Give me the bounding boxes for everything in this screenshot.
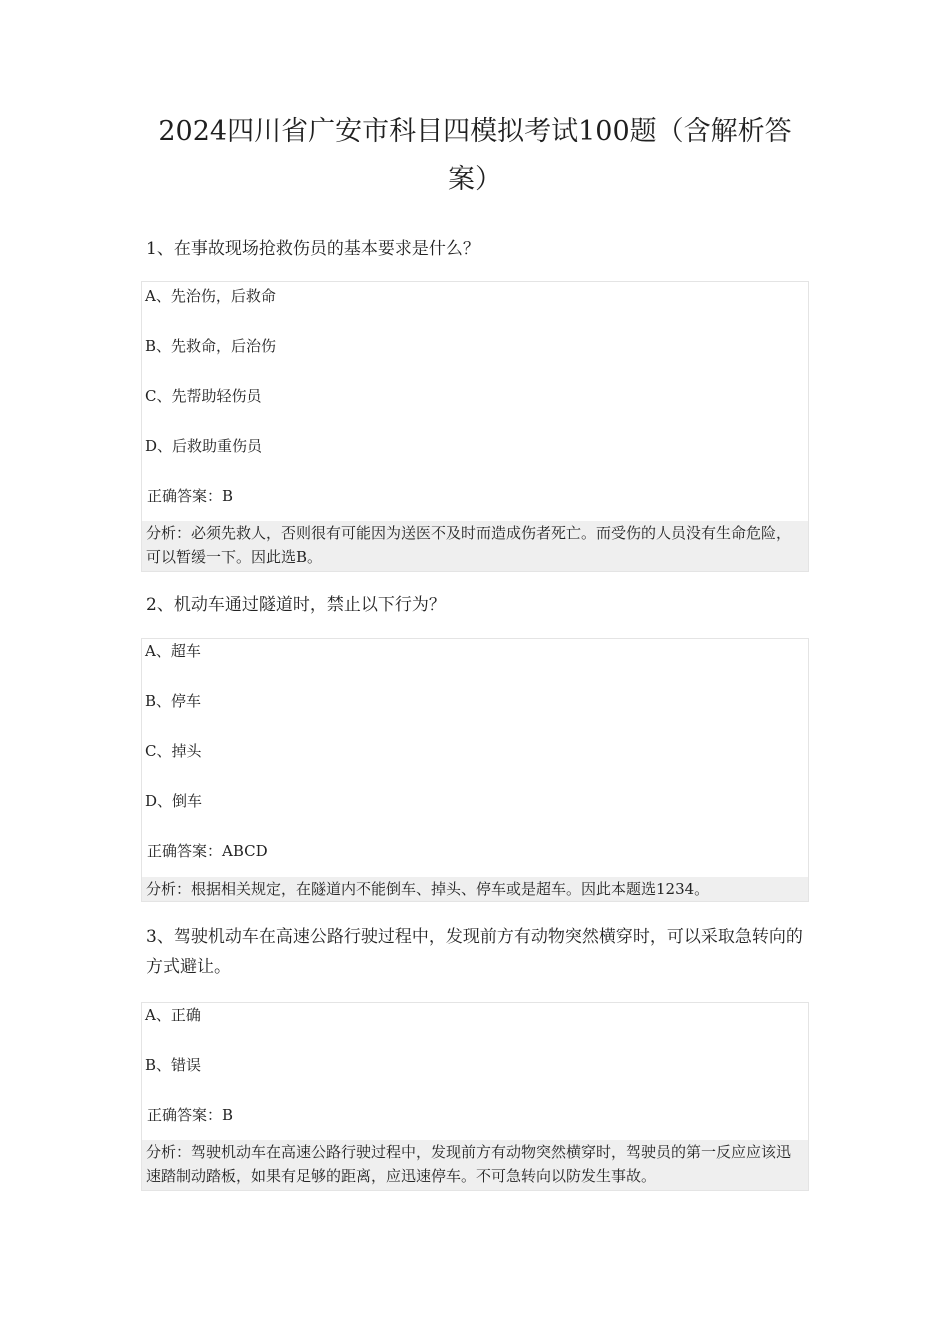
question-3-option-b: B、错误: [145, 1056, 202, 1074]
question-2-option-b: B、停车: [145, 692, 202, 710]
question-3-option-a: A、正确: [145, 1006, 201, 1024]
question-2-option-c: C、掉头: [145, 742, 202, 760]
question-1-option-c: C、先帮助轻伤员: [145, 387, 262, 405]
document-title: 2024四川省广安市科目四模拟考试100题（含解析答案）: [158, 116, 792, 195]
question-1-option-a: A、先治伤，后救命: [145, 287, 276, 305]
question-2-text: 2、机动车通过隧道时，禁止以下行为？: [146, 595, 446, 615]
question-1-answer: 正确答案：B: [147, 487, 234, 505]
question-1-option-b: B、先救命，后治伤: [145, 337, 277, 355]
question-3-answer: 正确答案：B: [147, 1106, 234, 1124]
question-3-box: [141, 1002, 809, 1191]
question-1-box: [141, 281, 809, 572]
question-2-option-a: A、超车: [145, 642, 201, 660]
question-1-text: 1、在事故现场抢救伤员的基本要求是什么？: [146, 239, 480, 259]
question-2-answer: 正确答案：ABCD: [147, 842, 268, 860]
question-1-option-d: D、后救助重伤员: [145, 437, 263, 455]
question-2-option-d: D、倒车: [145, 792, 203, 810]
question-2-analysis: 分析：根据相关规定，在隧道内不能倒车、掉头、停车或是超车。因此本题选1234。: [142, 877, 808, 901]
question-2-box: [141, 638, 809, 902]
question-1-analysis: 分析：必须先救人，否则很有可能因为送医不及时而造成伤者死亡。而受伤的人员没有生命危险，可以暂缓一下。因此选B。: [142, 521, 808, 571]
question-3-analysis: 分析：驾驶机动车在高速公路行驶过程中，发现前方有动物突然横穿时，驾驶员的第一反应应该迅速踏制动踏板，如果有足够的距离，应迅速停车。不可急转向以防发生事故。: [142, 1140, 808, 1190]
question-3-text: 3、驾驶机动车在高速公路行驶过程中，发现前方有动物突然横穿时，可以采取急转向的方式避让。: [146, 927, 803, 977]
